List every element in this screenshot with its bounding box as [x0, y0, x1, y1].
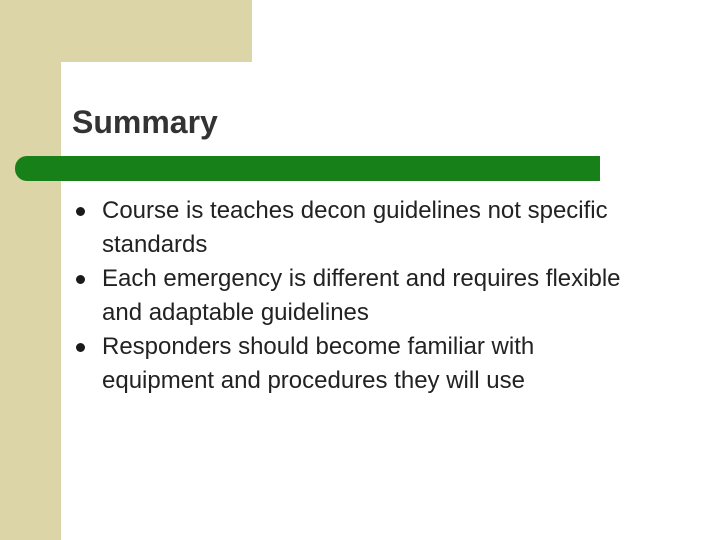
slide-title: Summary [72, 104, 218, 140]
bullet-item [76, 194, 636, 262]
bullet-text: Each emergency is different and requires flexible and adaptable guidelines [102, 265, 621, 326]
bullet-text: Responders should become familiar with equipment and procedures they will use [102, 333, 535, 394]
bullet-dot-icon [76, 343, 85, 352]
bullet-dot-icon [76, 275, 85, 284]
background-accent-left [0, 0, 61, 540]
bullet-item [76, 330, 636, 398]
background-accent-top [0, 0, 252, 62]
bullet-list [76, 194, 636, 398]
bullet-text: Course is teaches decon guidelines not specific standards [102, 197, 608, 258]
bullet-dot-icon [76, 207, 85, 216]
bullet-item [76, 262, 636, 330]
title-underline-bar [15, 156, 600, 181]
